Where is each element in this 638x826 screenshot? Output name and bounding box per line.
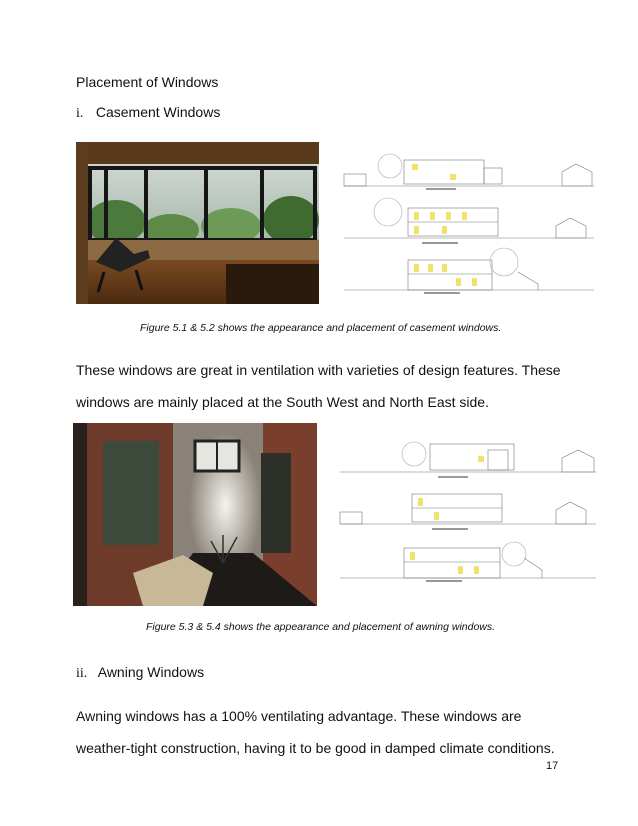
section-title: Placement of Windows	[76, 74, 219, 90]
figure-caption: Figure 5.1 & 5.2 shows the appearance and placement of casement windows.	[140, 322, 502, 334]
awning-elevation-drawings	[338, 424, 600, 584]
page-number: 17	[546, 760, 559, 772]
figure-caption: Figure 5.3 & 5.4 shows the appearance and placement of awning windows.	[146, 621, 496, 633]
subsection-awning	[76, 664, 204, 682]
casement-elevation-drawings	[342, 144, 598, 296]
paragraph: These windows are great in ventilation with varieties of design features. These windows are mainly placed at the South West and North East side.	[76, 362, 561, 410]
casement-window-photo	[76, 142, 319, 304]
paragraph: Awning windows has a 100% ventilating advantage. These windows are weather-tight construction, having it to be good in damped climate conditions.	[76, 708, 555, 756]
subsection-numeral: ii.	[76, 666, 88, 681]
awning-window-photo	[73, 423, 317, 606]
subsection-title: Casement Windows	[95, 104, 221, 120]
subsection-casement	[76, 104, 220, 122]
subsection-title: Awning Windows	[97, 664, 205, 680]
subsection-numeral: i.	[76, 106, 84, 121]
